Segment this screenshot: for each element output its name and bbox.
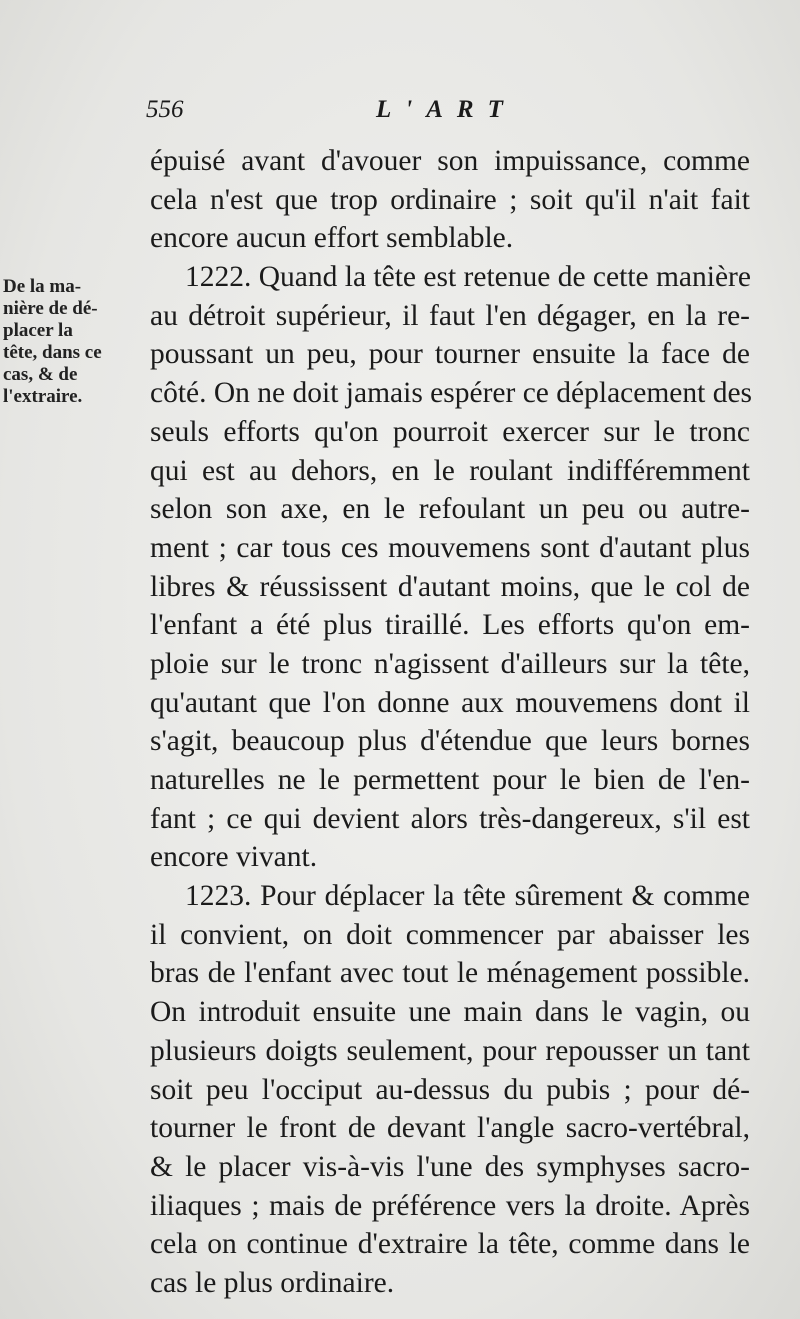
margin-note-line: nière de dé- — [3, 298, 98, 319]
paragraph-1223-start: 1223. Pour déplacer la tête sûrement & comme — [185, 880, 750, 913]
text-line: il convient, on doit commencer par abaisser les — [150, 918, 750, 951]
paragraph-1222-start: 1222. Quand la tête est retenue de cette manière — [185, 261, 751, 294]
margin-note-line: l'extraire. — [3, 386, 83, 407]
text-line: seuls efforts qu'on pourroit exercer sur le tronc — [150, 415, 750, 448]
text-line: naturelles ne le permettent pour le bien de l'en- — [150, 764, 750, 796]
text-line: cas le plus ordinaire. — [150, 1266, 395, 1299]
text-line: libres & réussissent d'autant moins, que le col de — [150, 570, 750, 603]
text-line: côté. On ne doit jamais espérer ce déplacement des — [150, 377, 753, 410]
text-line: au détroit supérieur, il faut l'en dégager, en la re- — [150, 299, 750, 332]
text-line: tourner le front de devant l'angle sacro-vertébral, — [150, 1112, 750, 1145]
text-line: iliaques ; mais de préférence vers la droite. Après — [150, 1189, 750, 1222]
text-line: bras de l'enfant avec tout le ménagement possible. — [150, 957, 750, 990]
text-line: qu'autant que l'on donne aux mouvemens dont il — [150, 686, 750, 719]
text-line: poussant un peu, pour tourner ensuite la face de — [150, 338, 750, 371]
text-line: s'agit, beaucoup plus d'étendue que leurs bornes — [150, 725, 750, 758]
margin-note-line: cas, & de — [3, 364, 78, 385]
text-line: fant ; ce qui devient alors très-dangereux, s'il est — [150, 802, 750, 835]
margin-note-line: placer la — [3, 320, 73, 341]
text-line: épuisé avant d'avouer son impuissance, comme — [150, 145, 750, 177]
page-number: 556 — [146, 96, 184, 123]
text-line: plusieurs doigts seulement, pour repousser un tant — [150, 1034, 750, 1067]
running-title: L'ART — [376, 96, 517, 123]
margin-note-line: De la ma- — [3, 276, 82, 297]
text-line: ploie sur le tronc n'agissent d'ailleurs sur la tête, — [150, 647, 750, 680]
text-line: On introduit ensuite une main dans le vagin, ou — [150, 996, 750, 1029]
text-line: cela n'est que trop ordinaire ; soit qu'il n'ait fait — [150, 183, 750, 216]
text-line: selon son axe, en le refoulant un peu ou autre- — [150, 493, 750, 526]
margin-note — [3, 276, 151, 408]
body-text — [150, 142, 753, 1303]
text-line: ment ; car tous ces mouvemens sont d'autant plus — [150, 531, 750, 564]
text-line: encore aucun effort semblable. — [150, 222, 514, 255]
margin-note-line: tête, dans ce — [3, 342, 102, 363]
text-line: soit peu l'occiput au-dessus du pubis ; pour dé- — [150, 1073, 750, 1106]
text-line: qui est au dehors, en le roulant indifféremment — [150, 454, 750, 487]
text-line: encore vivant. — [150, 841, 318, 874]
text-line: & le placer vis-à-vis l'une des symphyses sacro- — [150, 1150, 750, 1183]
text-line: l'enfant a été plus tiraillé. Les efforts qu'on em- — [150, 609, 750, 642]
text-line: cela on continue d'extraire la tête, comme dans le — [150, 1228, 750, 1261]
page-header — [140, 96, 570, 136]
